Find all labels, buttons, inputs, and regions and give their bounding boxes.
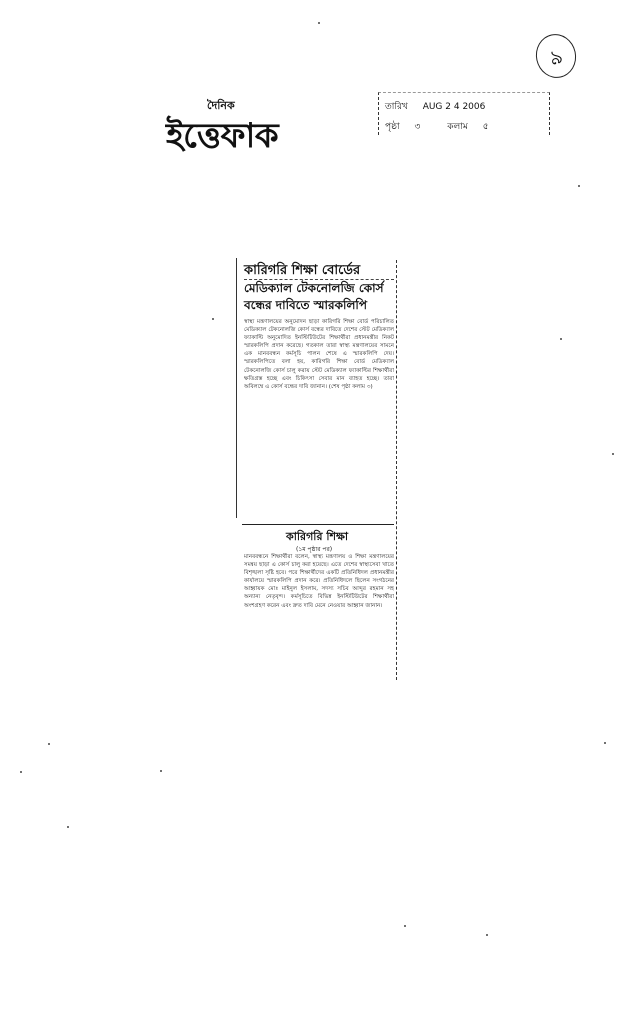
page-number-circle [532, 30, 580, 81]
date-stamp [378, 92, 550, 135]
news-clipping [236, 248, 398, 693]
page-number: ৯ [547, 43, 566, 71]
stamp-date-label: তারিখ [385, 102, 408, 112]
masthead-title: ইত্তেফাক [166, 116, 279, 156]
stamp-page-row [385, 119, 489, 134]
clip-left-edge [236, 258, 237, 518]
scan-speck [67, 826, 69, 828]
headline-line-2: মেডিক্যাল টেকনোলজি কোর্স [244, 281, 384, 295]
scan-speck [578, 185, 580, 187]
article-body-part-2: মানববন্ধনে শিক্ষার্থীরা বলেন, স্বাস্থ্য মন্ত্রণালয় ও শিক্ষা মন্ত্রণালয়ের সমন্বয় ছাড়া এ কোর্স চালু করা হয়েছে। এতে দেশের স্বাস্থ্যসেবা খাতে বিশৃঙ্খলা সৃষ্টি হবে। পরে শিক্ষার্থীদের একটি প্রতিনিধিদল প্রধানমন্ত্রীর কার্যালয়ে স্মারকলিপি প্রদান করে। প্রতিনিধিদলে ছিলেন সংগঠনের আহ্বায়ক মোঃ মাইনুল ইসলাম, সদস্য সচিব আব্দুর রহমান সহ অন্যান্য নেতৃবৃন্দ। কর্মসূচিতে বিভিন্ন ইনস্টিটিউটের শিক্ষার্থীরা অংশগ্রহণ করেন এবং দ্রুত দাবি মেনে নেওয়ার আহ্বান জানান। [244, 554, 394, 609]
stamp-column-label: কলাম [447, 122, 468, 132]
section-divider [242, 524, 394, 525]
stamp-date-row [385, 99, 485, 114]
scan-speck [486, 934, 488, 936]
stamp-column-value: ৫ [482, 122, 489, 132]
stamp-page-label: পৃষ্ঠা [385, 122, 400, 132]
stamp-date-value: AUG 2 4 2006 [422, 102, 486, 112]
scan-speck [404, 925, 406, 927]
article-headline [244, 262, 394, 314]
article-body-part-1: স্বাস্থ্য মন্ত্রণালয়ের অনুমোদন ছাড়া কারিগরি শিক্ষা বোর্ড পরিচালিত মেডিক্যাল টেকনোলজি কোর্স বন্ধের দাবিতে দেশের স্টেট মেডিক্যাল ফ্যাকাল্টি অনুমোদিত ইনস্টিটিউটের শিক্ষার্থীরা প্রধানমন্ত্রীর নিকট স্মারকলিপি প্রদান করেছে। গতকাল তারা স্বাস্থ্য মন্ত্রণালয়ের সামনে এক মানববন্ধন কর্মসূচি পালন শেষে এ স্মারকলিপি দেয়। স্মারকলিপিতে বলা হয়, কারিগরি শিক্ষা বোর্ড মেডিক্যাল টেকনোলজি কোর্স চালু করায় স্টেট মেডিক্যাল ফ্যাকাল্টির শিক্ষার্থীরা ক্ষতিগ্রস্ত হচ্ছে এবং চিকিৎসা সেবার মান ব্যাহত হচ্ছে। তারা অবিলম্বে এ কোর্স বন্ধের দাবি জানান। (শেষ পৃষ্ঠা কলাম ৩) [244, 319, 394, 390]
scan-speck [160, 770, 162, 772]
continuation-headline: কারিগরি শিক্ষা [286, 530, 349, 543]
scan-speck [612, 453, 614, 455]
scan-speck [20, 771, 22, 773]
headline-line-3: বন্ধের দাবিতে স্মারকলিপি [244, 298, 367, 312]
clip-right-edge [396, 260, 397, 680]
scan-speck [212, 318, 214, 320]
masthead-small-label: দৈনিক [207, 99, 235, 112]
scan-speck [604, 742, 606, 744]
continuation-reference: (১ম পৃষ্ঠার পর) [296, 546, 333, 553]
scan-speck [318, 22, 320, 24]
stamp-page-value: ৩ [414, 122, 421, 132]
scan-speck [48, 743, 50, 745]
headline-line-1: কারিগরি শিক্ষা বোর্ডের [244, 262, 394, 280]
scan-speck [560, 338, 562, 340]
